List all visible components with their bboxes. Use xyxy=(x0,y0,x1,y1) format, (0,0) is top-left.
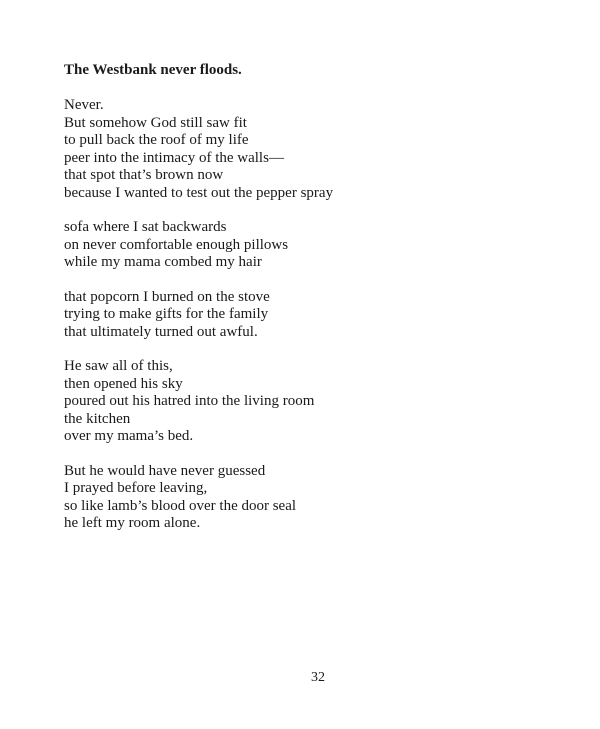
stanza xyxy=(64,97,544,202)
poem-line: then opened his sky xyxy=(64,375,183,392)
poem-line: But somehow God still saw fit xyxy=(64,114,247,131)
poem-line: I prayed before leaving, xyxy=(64,480,208,496)
poem-line: poured out his hatred into the living room xyxy=(64,393,315,409)
poem-line: sofa where I sat backwards xyxy=(64,219,227,235)
poem-line: Never. xyxy=(64,97,104,113)
poem-line: that spot that’s brown now xyxy=(64,167,224,183)
poem-line: over my mama’s bed. xyxy=(64,428,194,444)
poem-line: while my mama combed my hair xyxy=(64,254,262,270)
poem-line: on never comfortable enough pillows xyxy=(64,236,289,253)
poem-title: The Westbank never floods. xyxy=(64,62,242,78)
poem-line: He saw all of this, xyxy=(64,358,173,374)
poem-line: the kitchen xyxy=(64,410,131,427)
poem-line: But he would have never guessed xyxy=(64,462,266,479)
stanza xyxy=(64,219,544,272)
poem-line: that ultimately turned out awful. xyxy=(64,323,258,340)
poem-line: trying to make gifts for the family xyxy=(64,306,269,322)
poem-line: peer into the intimacy of the walls— xyxy=(64,149,284,166)
poem-line: so like lamb’s blood over the door seal xyxy=(64,497,297,514)
stanza xyxy=(64,358,544,446)
poem-line: to pull back the roof of my life xyxy=(64,132,249,148)
stanza xyxy=(64,463,544,533)
poem-line: because I wanted to test out the pepper spray xyxy=(64,184,334,201)
poem-line: he left my room alone. xyxy=(64,515,201,531)
poem xyxy=(64,59,544,533)
stanza xyxy=(64,289,544,342)
page-number: 32 xyxy=(311,670,325,685)
poem-line: that popcorn I burned on the stove xyxy=(64,288,270,305)
